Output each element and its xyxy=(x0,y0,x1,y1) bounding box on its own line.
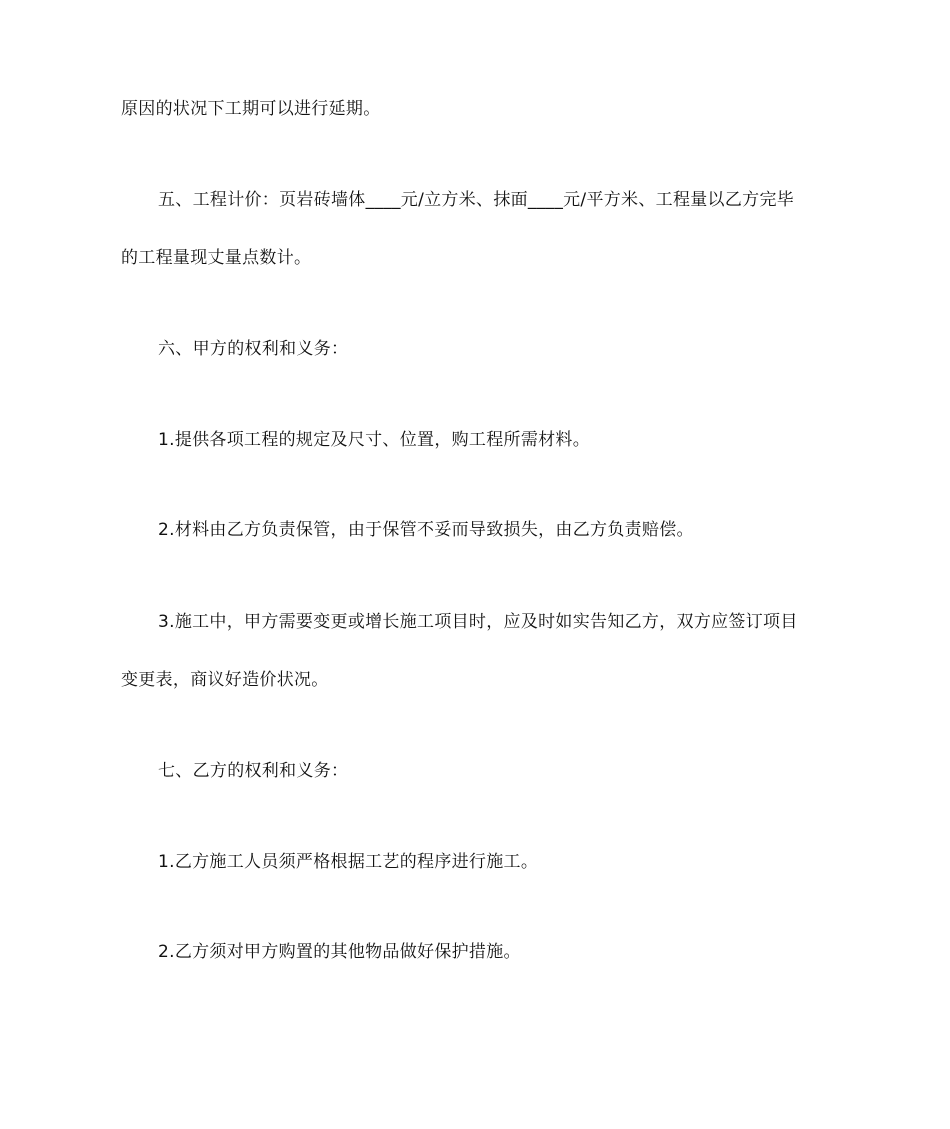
paragraph-line: 原因的状况下工期可以进行延期。 xyxy=(121,99,381,119)
party-b-item-2: 2.乙方须对甲方购置的其他物品做好保护措施。 xyxy=(158,942,521,962)
party-a-item-3-line-2: 变更表，商议好造价状况。 xyxy=(121,670,329,690)
section-six-heading: 六、甲方的权利和义务： xyxy=(158,339,349,359)
section-five-pricing-line-1: 五、工程计价：页岩砖墙体____元/立方米、抹面____元/平方米、工程量以乙方完毕 xyxy=(158,190,795,210)
party-a-item-2: 2.材料由乙方负责保管，由于保管不妥而导致损失，由乙方负责赔偿。 xyxy=(158,520,694,540)
party-b-item-1: 1.乙方施工人员须严格根据工艺的程序进行施工。 xyxy=(158,852,539,872)
party-a-item-3-line-1: 3.施工中，甲方需要变更或增长施工项目时，应及时如实告知乙方，双方应签订项目 xyxy=(158,612,798,632)
section-seven-heading: 七、乙方的权利和义务： xyxy=(158,761,349,781)
section-five-pricing-line-2: 的工程量现丈量点数计。 xyxy=(121,248,312,268)
party-a-item-1: 1.提供各项工程的规定及尺寸、位置，购工程所需材料。 xyxy=(158,430,591,450)
